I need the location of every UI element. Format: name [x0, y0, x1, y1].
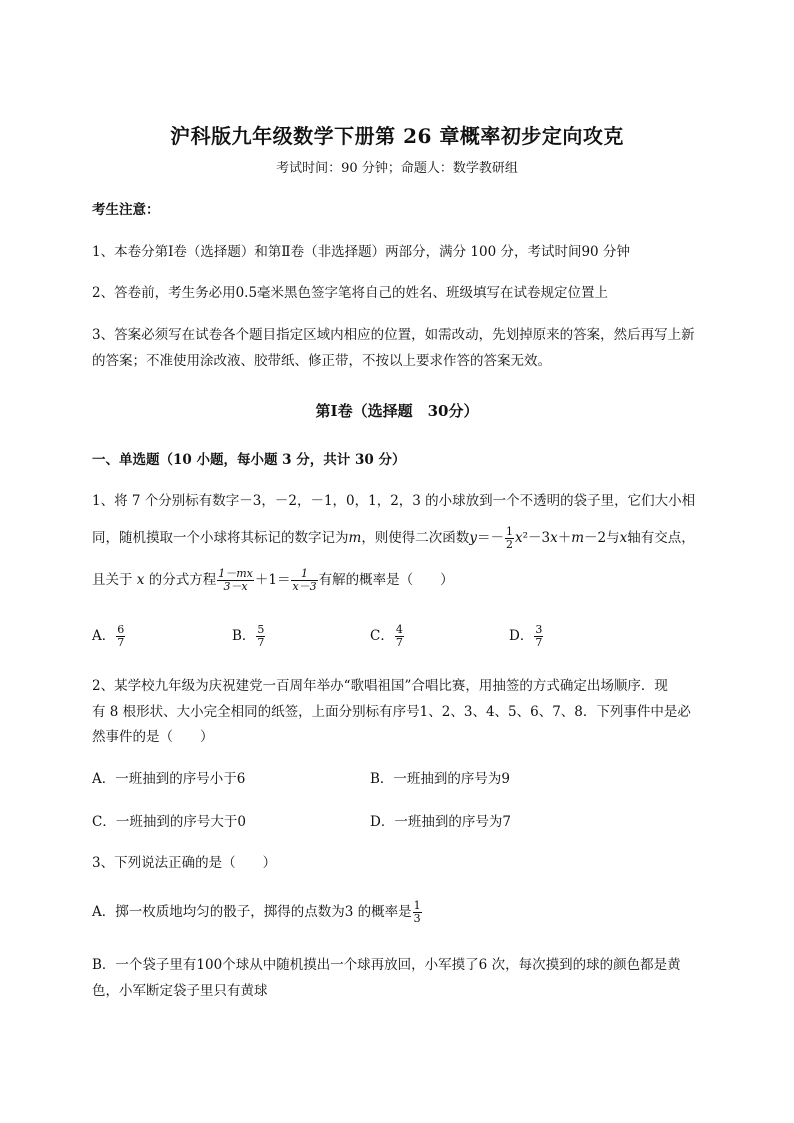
q1-text: 且关于 [92, 572, 133, 588]
q1-text: ，则使得二次函数 [361, 530, 470, 546]
q1-text: 有解的概率是（ ） [318, 572, 454, 588]
notice-item-3: 3、答案必须写在试卷各个题目指定区域内相应的位置，如需改动，先划掉原来的答案，然后再写上新 [92, 327, 695, 343]
q1-eq: ＋ [557, 530, 572, 546]
q2-option-a[interactable]: A．一班抽到的序号小于6 [92, 771, 246, 787]
q1-eq: －2与 [584, 530, 620, 546]
q1-line1: 1、将 7 个分别标有数字－3，－2，－1，0，1，2，3 的小球放到一个不透明的袋子里，它们大小相 [92, 493, 696, 509]
fraction-equation-left [217, 568, 254, 593]
option-fraction [256, 624, 265, 649]
frac-num: 6 [117, 623, 125, 636]
exam-info: 考试时间：90 分钟；命题人：数学教研组 [276, 161, 518, 176]
q2-line3: 然事件的是（ ） [92, 729, 214, 745]
frac-num: 5 [257, 623, 265, 636]
q1-option-a[interactable] [92, 624, 126, 649]
option-letter: B． [232, 628, 256, 644]
q2-option-d[interactable]: D．一班抽到的序号为7 [370, 814, 511, 830]
frac-den: 3 [413, 912, 421, 925]
page-title: 沪科版九年级数学下册第 26 章概率初步定向攻克 [170, 124, 624, 148]
notice-heading: 考生注意： [92, 202, 160, 218]
q1-text: 同，随机摸取一个小球将其标记的数字记为 [92, 530, 349, 546]
notice-item-3-cont: 的答案；不准使用涂改液、胶带纸、修正带，不按以上要求作答的答案无效。 [92, 353, 551, 369]
var-x: x [550, 530, 558, 546]
q1-line2 [92, 526, 695, 551]
option-letter: D． [509, 628, 534, 644]
frac-den: 7 [535, 636, 543, 649]
q2-option-b[interactable]: B．一班抽到的序号为9 [370, 771, 511, 787]
fraction-half [505, 526, 514, 551]
option-fraction [116, 624, 125, 649]
q1-option-c[interactable] [370, 624, 405, 649]
q2-line1: 2、某学校九年级为庆祝建党一百周年举办“歌唱祖国”合唱比赛，用抽签的方式确定出场顺序．现 [92, 678, 668, 694]
q1-eq: ＝－ [476, 530, 504, 546]
var-x: x [619, 530, 628, 546]
q3-stem: 3、下列说法正确的是（ ） [92, 855, 277, 871]
frac-num: 1 [291, 568, 317, 581]
q1-option-d[interactable] [509, 624, 544, 649]
option-letter: C． [370, 628, 394, 644]
frac-den: 2 [505, 538, 513, 551]
frac-num: 1 [413, 899, 421, 912]
q3-option-b[interactable]: B．一个袋子里有100个球从中随机摸出一个球再放回，小军摸了6 次，每次摸到的球的颜色都是黄 [92, 957, 681, 973]
frac-den: 7 [395, 636, 403, 649]
notice-item-2: 2、答卷前，考生务必用0.5毫米黑色签字笔将自己的姓名、班级填写在试卷规定位置上 [92, 285, 609, 301]
part-heading: 一、单选题（10 小题，每小题 3 分，共计 30 分） [92, 452, 406, 468]
notice-item-1: 1、本卷分第Ⅰ卷（选择题）和第Ⅱ卷（非选择题）两部分，满分 100 分，考试时间90 分钟 [92, 244, 630, 260]
option-fraction [395, 624, 404, 649]
var-x: x [514, 530, 523, 546]
var-m: m [571, 530, 585, 546]
frac-num: 3 [535, 623, 543, 636]
q3-option-b-cont[interactable]: 色，小军断定袋子里只有黄球 [92, 983, 268, 999]
var-m: m [348, 530, 362, 546]
superscript: ² [522, 530, 528, 546]
q1-option-b[interactable] [232, 624, 266, 649]
frac-num: 1 [505, 525, 513, 538]
q2-option-c[interactable]: C．一班抽到的序号大于0 [92, 814, 246, 830]
frac-den: x－3 [292, 580, 317, 593]
option-letter: A． [92, 628, 116, 644]
section-title: 第Ⅰ卷（选择题 30分） [315, 402, 479, 420]
fraction-equation-right [291, 568, 317, 593]
option-text: A．掷一枚质地均匀的骰子，掷得的点数为3 的概率是 [92, 904, 412, 920]
q1-eq: －3 [528, 530, 551, 546]
frac-num: 1－mx [218, 567, 253, 580]
option-fraction [413, 900, 422, 925]
var-x: x [136, 572, 145, 588]
frac-den: 3－x [223, 580, 248, 593]
q1-text: 的分式方程 [148, 572, 217, 588]
q1-text: 轴有交点， [627, 530, 695, 546]
frac-num: 4 [395, 623, 403, 636]
q3-option-a[interactable] [92, 900, 423, 925]
q2-line2: 有 8 根形状、大小完全相同的纸签，上面分别标有序号1、2、3、4、5、6、7、8．下列事件中是必 [92, 704, 691, 720]
frac-den: 7 [257, 636, 265, 649]
frac-den: 7 [117, 636, 125, 649]
option-fraction [534, 624, 543, 649]
q1-eq: ＋1＝ [254, 572, 291, 588]
var-y: y [469, 530, 477, 546]
q1-line3 [92, 568, 454, 593]
